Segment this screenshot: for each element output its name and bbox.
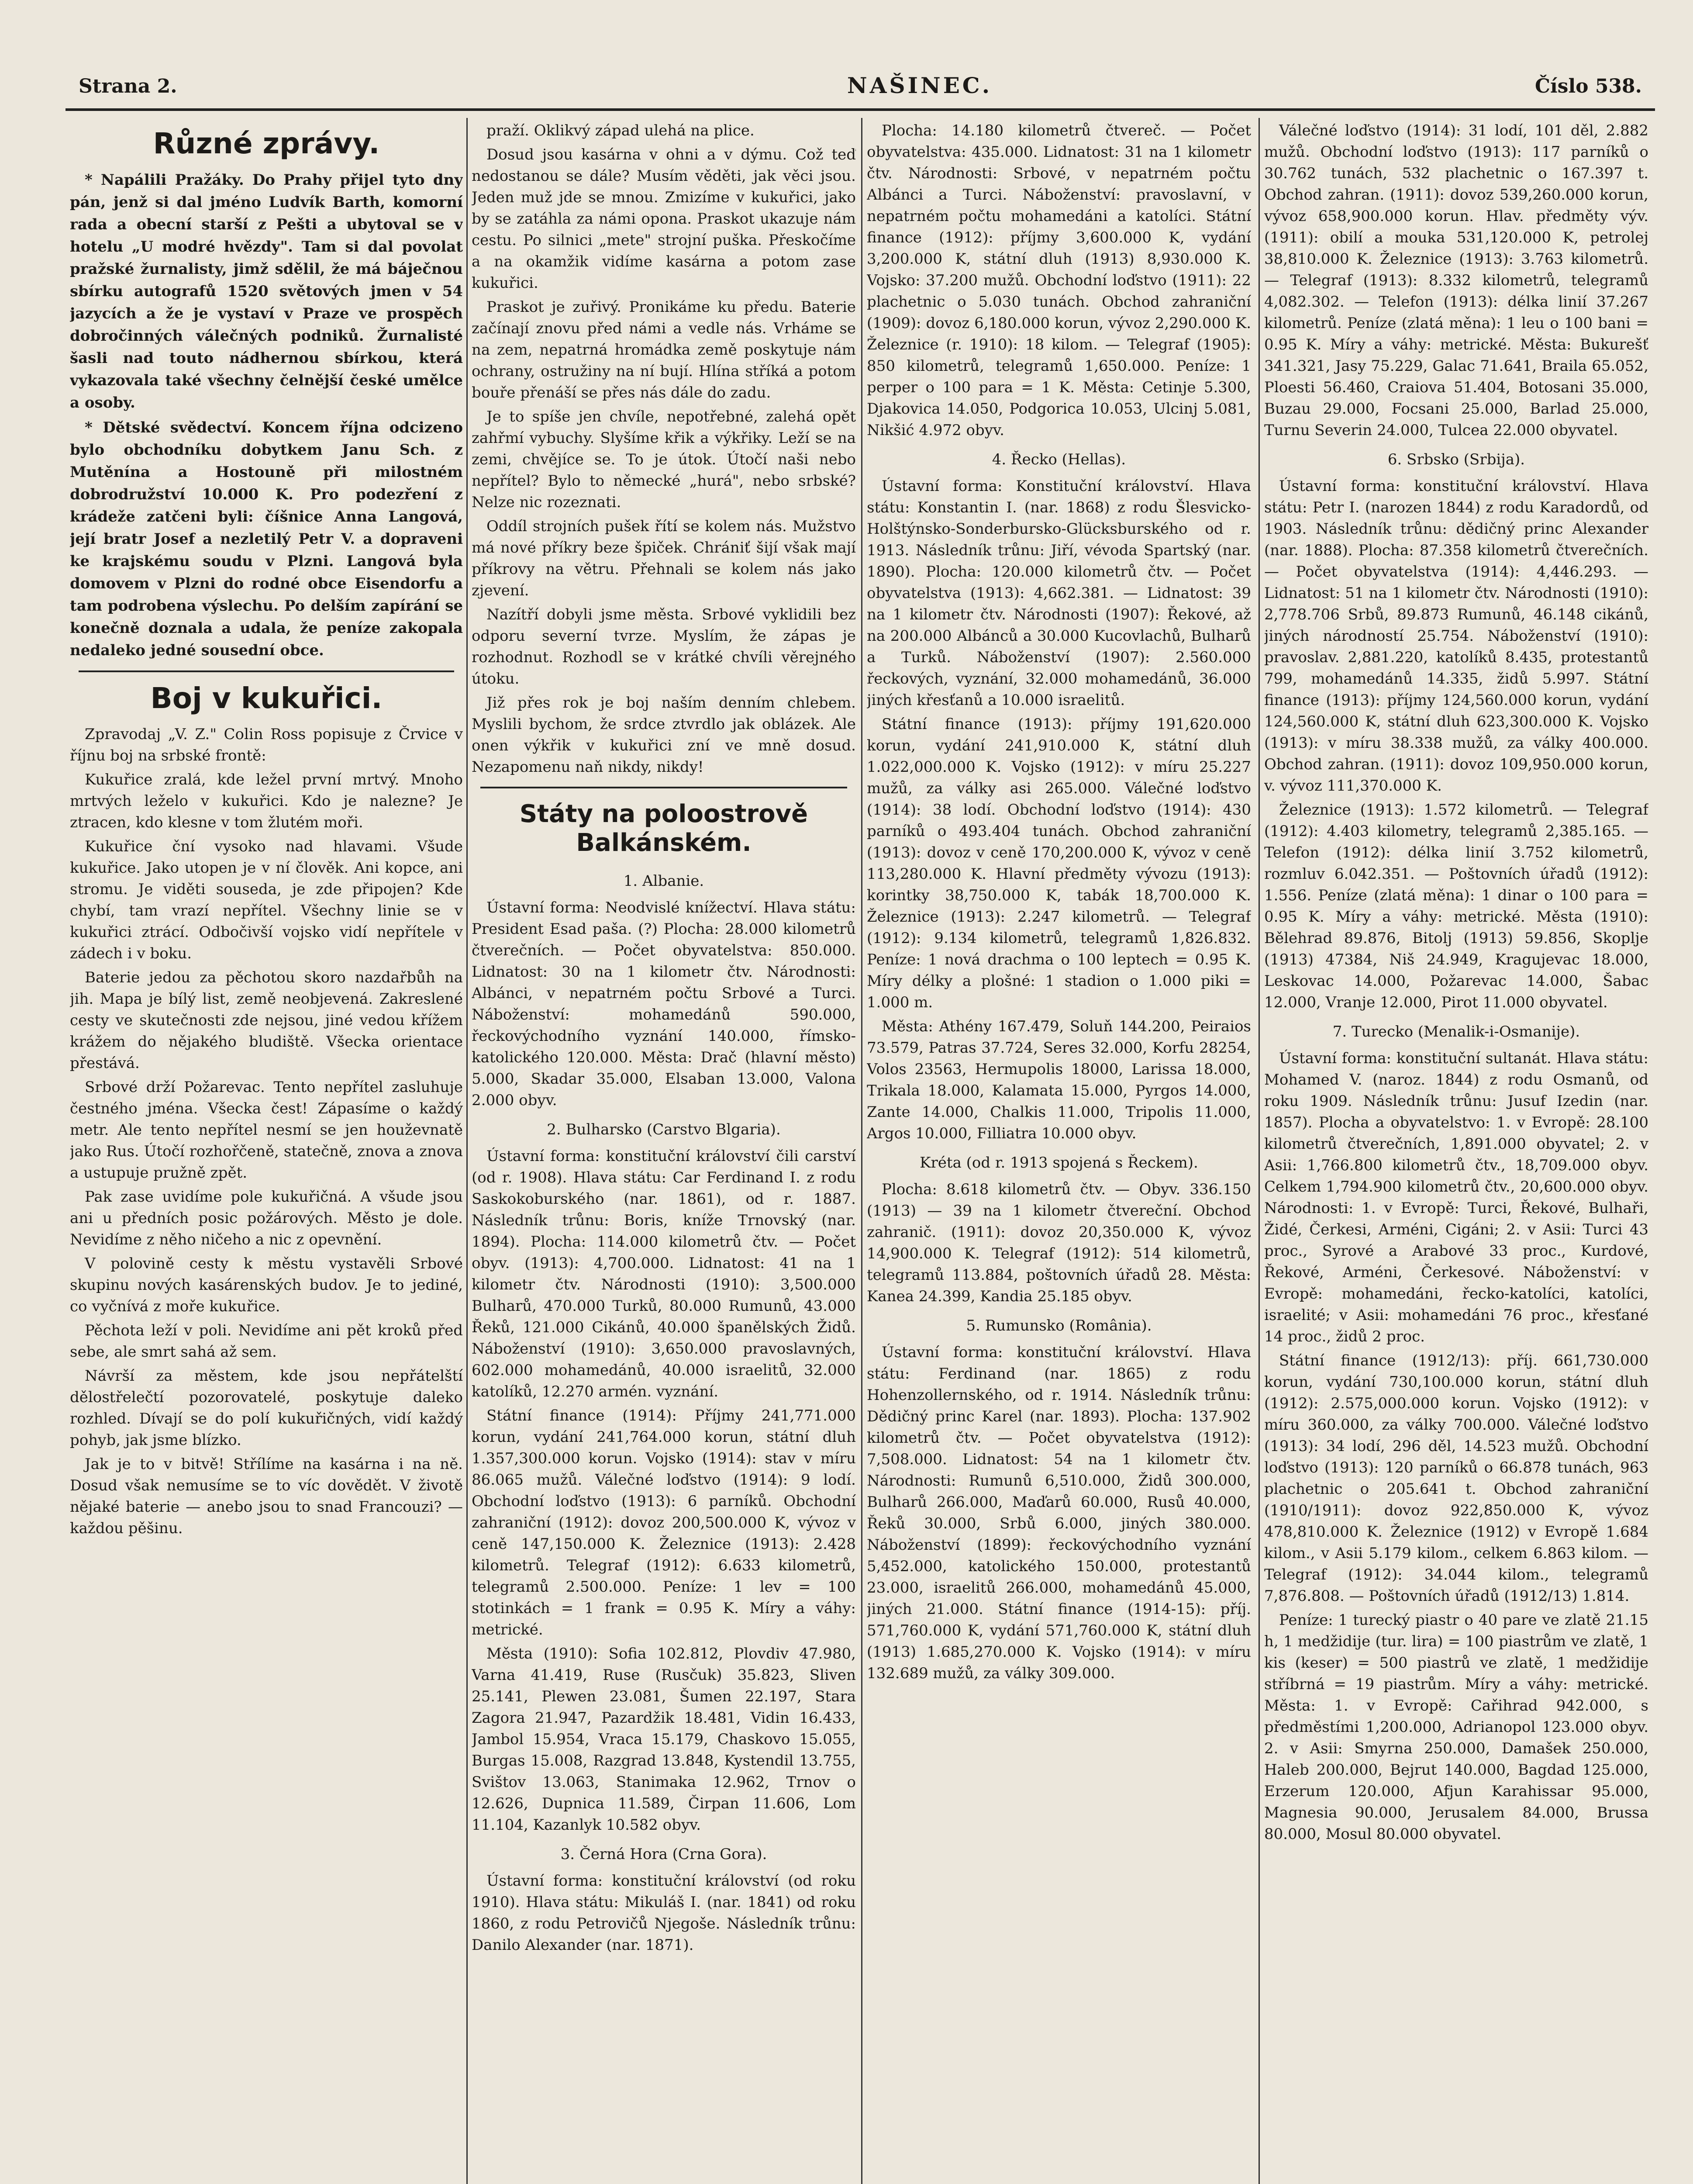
issue-number: Číslo 538. — [1534, 75, 1642, 97]
article-paragraph: Železnice (1913): 1.572 kilometrů. — Telegraf (1912): 4.403 kilometry, telegramů 2,385.165. — Telefon (1912): délka linií 3.752 kilometrů, rozmluv 6.042.351. — Poštovních úřadů (1912): 1.556. Peníze (zlatá měna): 1 dinar o 100 para = 0.95 K. Míry a váhy: metrické. Města (1910): Bělehrad 89.876, Bitolj (1913) 59.856, Skoplje (1913) 47384, Niš 24.949, Kragujevac 18.000, Leskovac 14.000, Požarevac 14.000, Šabac 12.000, Vranje 12.000, Pirot 11.000 obyvatel. — [1264, 801, 1648, 1011]
article-paragraph: Ústavní forma: konstituční sultanát. Hlava státu: Mohamed V. (naroz. 1844) z rodu Osmanů, od roku 1909. Následník trůnu: Jusuf Izedin (nar. 1857). Plocha a obyvatelstvo: 1. v Evropě: 28.100 kilometrů čtverečních, 1,891.000 obyvatel; 2. v Asii: 1,766.800 kilometrů čtv., 18,709.000 obyv. Celkem 1,794.900 kilometrů čtv., 20,600.000 obyv. Národnosti: 1. v Evropě: Turci, Řekové, Bulhaři, Židé, Čerkesi, Arméni, Cigáni; 2. v Asii: Turci 43 proc., Syrové a Arabové 33 proc., Kurdové, Řekové, Arméni, Čerkesové. Náboženství: v Evropě: mohamedáni, řecko-katolíci, katolíci, israelité; v Asii: mohamedáni 76 proc., křesťané 14 proc., židů 2 proc. — [1264, 1050, 1648, 1345]
subheading-cerna-hora: 3. Černá Hora (Crna Gora). — [560, 1845, 767, 1863]
article-paragraph: Baterie jedou za pěchotou skoro nazdařbůh na jih. Mapa je bílý list, země neobjevená. Zakreslené cesty ve skutečnosti zde nejsou, jiné vedou křížem krážem do nějakého bludiště. Všecka orientace přestává. — [70, 969, 463, 1072]
header-rule — [66, 108, 1655, 111]
article-paragraph: Kukuřice zralá, kde ležel první mrtvý. Mnoho mrtvých leželo v kukuřici. Kdo je nalezne? Je ztracen, kdo klesne v tom žlutém moři. — [70, 771, 463, 831]
article-paragraph: V polovině cesty k městu vystavěli Srbové skupinu nových kasárenských budov. Je to jediné, co vyčnívá z moře kukuřice. — [70, 1255, 463, 1315]
column-4 — [1264, 120, 1648, 2184]
section-title-staty: Státy na poloostrově Balkánském. — [519, 800, 808, 857]
column-divider — [861, 118, 862, 2184]
subheading-albanie: 1. Albanie. — [623, 872, 704, 890]
column-1 — [70, 120, 463, 2184]
article-paragraph: Válečné loďstvo (1914): 31 lodí, 101 děl, 2.882 mužů. Obchodní loďstvo (1913): 117 parníků o 30.762 tunách, 532 plachetnic o 167.397 t. Obchod zahran. (1911): dovoz 539,260.000 korun, vývoz 658,900.000 korun. Hlav. předměty výv. (1911): obilí a mouka 531,120.000 K, petrolej 38,810.000 K. Železnice (1913): 3.763 kilometrů. — Telegraf (1913): 8.332 kilometrů, telegramů 4,082.302. — Telefon (1913): délka linií 37.267 kilometrů. Peníze (zlatá měna): 1 leu o 100 bani = 0.95 K. Míry a váhy: metrické. Města: Bukurešť 341.321, Jasy 75.229, Galac 71.641, Braila 65.052, Ploesti 56.460, Craiova 51.404, Botosani 35.000, Buzau 29.000, Focsani 25.000, Barlad 25.000, Turnu Severin 24.000, Tulcea 22.000 obyvatel. — [1264, 122, 1648, 439]
article-paragraph: Státní finance (1914): Příjmy 241,771.000 korun, vydání 241,764.000 korun, státní dluh 1.357,300.000 korun. Vojsko (1914): stav v míru 86.065 mužů. Válečné loďstvo (1914): 9 lodí. Obchodní loďstvo (1913): 6 parníků. Obchodní zahraniční (1912): dovoz 200,500.000 K, vývoz v ceně 147,150.000 K. Železnice (1913): 2.428 kilometrů. Telegraf (1912): 6.633 kilometrů, telegramů 2.500.000. Peníze: 1 lev = 100 stotinkách = 1 frank = 0.95 K. Míry a váhy: metrické. — [472, 1407, 856, 1638]
article-paragraph: praží. Oklikvý západ ulehá na plice. — [486, 122, 755, 139]
section-title-boj: Boj v kukuřici. — [150, 681, 383, 715]
masthead: NAŠINEC. — [847, 73, 993, 98]
article-paragraph: Ústavní forma: konstituční království. Hlava státu: Petr I. (narozen 1844) z rodu Karadordů, od 1903. Následník trůnu: dědičný princ Alexander (nar. 1888). Plocha: 87.358 kilometrů čtverečních. — Počet obyvatelstva (1914): 4,446.293. — Lidnatost: 51 na 1 kilometr čtv. Národnosti (1910): 2,778.706 Srbů, 89.873 Rumunů, 46.148 cikánů, jiných národností 25.754. Náboženství (1910): pravoslav. 2,881.220, katolíků 8.435, protestantů 799, mohamedánů 14.335, židů 5.997. Státní finance (1913): příjmy 124,560.000 korun, vydání 124,560.000 K, státní dluh 623,300.000 K. Vojsko (1913): v míru 38.338 mužů, za války 400.000. Obchod zahran. (1911): dovoz 109,950.000 korun, v. vývoz 111,370.000 K. — [1264, 477, 1648, 795]
column-2 — [472, 120, 856, 2184]
article-paragraph: Plocha: 8.618 kilometrů čtv. — Obyv. 336.150 (1913) — 39 na 1 kilometr čtvereční. Obchod zahranič. (1911): dovoz 20,350.000 K, vývoz 14,900.000 K. Telegraf (1912): 514 kilometrů, telegramů 113.884, poštovních úřadů 28. Města: Kanea 24.399, Kandia 25.185 obyv. — [867, 1181, 1251, 1305]
article-paragraph: Města (1910): Sofia 102.812, Plovdiv 47.980, Varna 41.419, Ruse (Rusčuk) 35.823, Sliven 25.141, Plewen 23.081, Šumen 22.197, Stara Zagora 21.947, Pazardžik 18.481, Vidin 16.433, Jambol 15.954, Vraca 15.179, Chaskovo 15.055, Burgas 15.008, Razgrad 13.848, Kystendil 13.755, Svištov 13.063, Stanimaka 12.962, Trnov o 12.626, Dupnica 11.589, Čirpan 11.606, Lom 11.104, Kazanlyk 10.582 obyv. — [472, 1645, 856, 1834]
article-paragraph: Ústavní forma: konstituční království (od roku 1910). Hlava státu: Mikuláš I. (nar. 1841) od roku 1860, z rodu Petrovičů Njegoše. Následník trůnu: Danilo Alexander (nar. 1871). — [472, 1872, 856, 1954]
article-paragraph: Praskot je zuřivý. Pronikáme ku předu. Baterie začínají znovu před námi a vedle nás. Vrháme se na zem, nepatrná hromádka země poskytuje nám ochrany, ostružiny na ní bují. Hlína stříká a potom bouře přenáší se přes nás dále do zadu. — [472, 298, 856, 401]
article-paragraph: Státní finance (1913): příjmy 191,620.000 korun, vydání 241,910.000 K, státní dluh 1.022,000.000 K. Vojsko (1912): v míru 25.227 mužů, za války asi 265.000. Válečné loďstvo (1914): 38 lodí. Obchodní loďstvo (1914): 430 parníků o 493.404 tunách. Obchod zahraniční (1913): dovoz v ceně 170,200.000 K, vývoz v ceně 113,280.000 K. Hlavní předměty vývozu (1913): korintky 38,750.000 K, tabák 18,700.000 K. Železnice (1913): 2.247 kilometrů. — Telegraf (1912): 9.134 kilometrů, telegramů 1,826.832. Peníze: 1 nová drachma o 100 leptech = 0.95 K. Míry délky a plošné: 1 stadion o 1.000 piki = 1.000 m. — [867, 715, 1251, 1011]
article-paragraph: Již přes rok je boj naším denním chlebem. Myslili bychom, že srdce ztvrdlo jak oblázek. Ale onen výkřik v kukuřici zní ve mně dosud. Nezapomenu naň nikdy, nikdy! — [472, 694, 856, 776]
article-paragraph: Dosud jsou kasárna v ohni a v dýmu. Což teď nedostanou se dále? Musím věděti, jak věci jsou. Jeden muž jde se mnou. Zmizíme v kukuřici, jako by se zatáhla za námi opona. Praskot ukazuje nám cestu. Po silnici „mete" strojní puška. Přeskočíme a na okamžik vidíme kasárna a potom zase kukuřici. — [472, 146, 856, 292]
article-paragraph: Srbové drží Požarevac. Tento nepřítel zasluhuje čestného jména. Všecka čest! Zápasíme o každý metr. Ale tento nepřítel nesmí se jen houževnatě jako Rus. Útočí rozhořčeně, statečně, znova a znova a ustupuje pružně zpět. — [70, 1078, 463, 1182]
column-3 — [867, 120, 1251, 2184]
article-paragraph: Ústavní forma: Konstituční království. Hlava státu: Konstantin I. (nar. 1868) z rodu Šlesvicko-Holštýnsko-Sonderbursko-Glücksburského od r. 1913. Následník trůnu: Jiří, vévoda Spartský (nar. 1890). Plocha: 120.000 kilometrů čtv. — Počet obyvatelstva (1913): 4,662.381. — Lidnatost: 39 na 1 kilometr čtv. Národnosti (1907): Řekové, až na 200.000 Albánců a 30.000 Kucovlachů, Bulharů a Turků. Náboženství (1907): 2.560.000 řeckových, vyznání, 32.000 mohamedánů, 36.000 jiných křesťanů a 10.000 israelitů. — [867, 477, 1251, 709]
article-paragraph: Oddíl strojních pušek řítí se kolem nás. Mužstvo má nové příkry beze špiček. Chrániť šijí však mají příkrovy na větru. Přehnali se kolem nás jako zjevení. — [472, 518, 856, 599]
section-divider — [480, 787, 847, 788]
article-paragraph: Zpravodaj „V. Z." Colin Ross popisuje z Črvice v říjnu boj na srbské frontě: — [70, 726, 463, 764]
article-paragraph: Pěchota leží v poli. Nevidíme ani pět kroků před sebe, ale smrt sahá až sem. — [70, 1322, 463, 1361]
subheading-turecko: 7. Turecko (Menalik-i-Osmanije). — [1332, 1023, 1580, 1040]
article-paragraph: Ústavní forma: konstituční království. Hlava státu: Ferdinand (nar. 1865) z rodu Hohenzollernského, od r. 1914. Následník trůnu: Dědičný princ Karel (nar. 1893). Plocha: 137.902 kilometrů čtv. — Počet obyvatelstva (1912): 7,508.000. Lidnatost: 54 na 1 kilometr čtv. Národnosti: Rumunů 6,510.000, Židů 300.000, Bulharů 266.000, Maďarů 60.000, Rusů 40.000, Řeků 30.000, Srbů 6.000, jiných 380.000. Náboženství (1899): řeckovýchodního vyznání 5,452.000, katolického 150.000, protestantů 23.000, israelitů 266.000, mohamedánů 45.000, jiných 21.000. Státní finance (1914-15): příj. 571,760.000 K, vydání 571,760.000 K, státní dluh (1913) 1.685,270.000 K. Vojsko (1914): v míru 132.689 mužů, za války 309.000. — [867, 1344, 1251, 1682]
article-paragraph: Jak je to v bitvě! Střílíme na kasárna i na ně. Dosud však nemusíme se to víc dovědět. V životě nějaké baterie — anebo jsou to snad Francouzi? — každou pěšinu. — [70, 1455, 463, 1537]
subheading-recko: 4. Řecko (Hellas). — [992, 451, 1126, 468]
article-paragraph: Nazítří dobyli jsme města. Srbové vyklidili bez odporu severní tvrze. Myslím, že zápas je rozhodnut. Rozhodl se v krátké chvíli věrejného útoku. — [472, 606, 856, 688]
article-paragraph: Kukuřice ční vysoko nad hlavami. Všude kukuřice. Jako utopen je v ní člověk. Ani kopce, ani stromu. Je viděti souseda, je zde připojen? Kde chybí, tam vrazí nepřítel. Všechny linie se v kukuřici ztrácí. Odbočivší vojsko vidí nepřítele v zádech i v boku. — [70, 838, 463, 962]
article-paragraph: Peníze: 1 turecký piastr o 40 pare ve zlatě 21.15 h, 1 medžidije (tur. lira) = 100 piastrům ve zlatě, 1 kis (keser) = 500 piastrů ve zlatě, 1 medžidije stříbrná = 19 piastrům. Míry a váhy: metrické. Města: 1. v Evropě: Cařihrad 942.000, s předměstími 1,200.000, Adrianopol 123.000 obyv. 2. v Asii: Smyrna 250.000, Damašek 250.000, Haleb 200.000, Bejrut 140.000, Bagdad 125.000, Erzerum 120.000, Afjun Karahissar 95.000, Magnesia 90.000, Jerusalem 84.000, Brussa 80.000, Mosul 80.000 obyvatel. — [1264, 1611, 1648, 1843]
article-paragraph: Ústavní forma: konstituční království čili carství (od r. 1908). Hlava státu: Car Ferdinand I. z rodu Saskokoburského (nar. 1861), od r. 1887. Následník trůnu: Boris, kníže Trnovský (nar. 1894). Plocha: 114.000 kilometrů čtv. — Počet obyv. (1913): 4,700.000. Lidnatost: 41 na 1 kilometr čtv. Národnosti (1910): 3,500.000 Bulharů, 470.000 Turků, 80.000 Rumunů, 43.000 Řeků, 121.000 Cikánů, 40.000 španělských Židů. Náboženství (1910): 3,650.000 pravoslavných, 602.000 mohamedánů, 40.000 israelitů, 32.000 katolíků, 12.270 armén. vyznání. — [472, 1147, 856, 1400]
subheading-kreta: Kréta (od r. 1913 spojená s Řeckem). — [920, 1154, 1198, 1171]
article-paragraph: Je to spíše jen chvíle, nepotřebné, zalehá opět zahřmí vybuchy. Slyšíme křik a výkřiky. Leží se na zemi, chvějíce se. To je útok. Útočí naši nebo nepřítel? Bylo to německé „hurá", nebo srbské? Nelze nic rozeznati. — [472, 408, 856, 511]
article-paragraph: Pak zase uvidíme pole kukuřičná. A všude jsou ani u předních posic požárových. Město je dole. Nevidíme z něho ničeho a nic z opevnění. — [70, 1188, 463, 1248]
section-title-ruzne-zpravy: Různé zprávy. — [153, 127, 380, 160]
article-paragraph: Státní finance (1912/13): příj. 661,730.000 korun, vydání 730,100.000 korun, státní dluh (1912): 2.575,000.000 korun. Vojsko (1912): v míru 360.000, za války 700.000. Válečné loďstvo (1913): 34 lodí, 296 děl, 14.523 mužů. Obchodní loďstvo (1913): 120 parníků o 66.878 tunách, 963 plachetnic o 205.641 t. Obchod zahraniční (1910/1911): dovoz 922,850.000 K, vývoz 478,810.000 K. Železnice (1912) v Evropě 1.684 kilom., v Asii 5.179 kilom., celkem 6.863 kilom. — Telegraf (1912): 34.044 kilom., telegramů 7,876.808. — Poštovních úřadů (1912/13) 1.814. — [1264, 1352, 1648, 1605]
article-paragraph: Návrší za městem, kde jsou nepřátelští dělostřelečtí pozorovatelé, poskytuje daleko rozhled. Dívají se do polí kukuřičných, vidí každý pohyb, jak jsme blízko. — [70, 1367, 463, 1449]
subheading-srbsko: 6. Srbsko (Srbija). — [1387, 451, 1525, 468]
article-paragraph: * Dětské svědectví. Koncem října odcizeno bylo obchodníku dobytkem Janu Sch. z Mutěnína a Hostouně při milostném dobrodružství 10.000 K. Pro podezření z krádeže zatčeni byli: číšnice Anna Langová, její bratr Josef a nezletilý Petr V. a dopraveni ke krajskému soudu v Plzni. Langová byla domovem v Plzni do rodné obce Eisendorfu a tam podrobena výslechu. Po delším zapírání se konečně doznala a udala, že peníze zakopala nedaleko jedné sousední obce. — [70, 419, 463, 659]
section-divider — [79, 670, 454, 672]
subheading-bulharsko: 2. Bulharsko (Carstvo Blgaria). — [547, 1121, 781, 1138]
column-divider — [466, 118, 468, 2184]
article-paragraph: * Napálili Pražáky. Do Prahy přijel tyto dny pán, jenž si dal jméno Ludvík Barth, komorní rada a obecní starší z Pešti a ubytoval se v hotelu „U modré hvězdy". Tam si dal povolat pražské žurnalisty, jimž sdělil, že má báječnou sbírku autografů 1520 světových jmen v 54 jazycích a že je vystaví v Praze ve prospěch dobročinných válečných podniků. Žurnalisté šasli nad touto nádhernou sbírkou, která vykazovala také všechny čelnější české umělce a osoby. — [70, 171, 463, 411]
article-paragraph: Města: Athény 167.479, Soluň 144.200, Peiraios 73.579, Patras 37.724, Seres 32.000, Korfu 28254, Volos 23563, Hermupolis 18000, Larissa 18.000, Trikala 18.000, Kalamata 15.000, Pyrgos 14.000, Zante 14.000, Chalkis 11.000, Tripolis 11.000, Argos 10.000, Filliatra 10.000 obyv. — [867, 1018, 1251, 1142]
page-header — [61, 66, 1651, 100]
page-number: Strana 2. — [79, 75, 177, 97]
article-paragraph: Plocha: 14.180 kilometrů čtvereč. — Počet obyvatelstva: 435.000. Lidnatost: 31 na 1 kilometr čtv. Národnosti: Srbové, v nepatrném počtu Albánci a Turci. Náboženství: pravoslavní, v nepatrném počtu mohamedáni a katolíci. Státní finance (1912): příjmy 3,600.000 K, vydání 3,200.000 K, státní dluh (1913) 8,930.000 K. Vojsko: 37.200 mužů. Obchodní loďstvo (1911): 22 plachetnic o 5.030 tunách. Obchod zahraniční (1909): dovoz 6,180.000 korun, vývoz 2,290.000 K. Železnice (r. 1910): 18 kilom. — Telegraf (1905): 850 kilometrů, telegramů 1,650.000. Peníze: 1 perper o 100 para = 1 K. Města: Cetinje 5.300, Djakovica 14.050, Podgorica 10.053, Ulcinj 5.081, Nikšić 4.972 obyv. — [867, 122, 1251, 439]
column-divider — [1259, 118, 1260, 2184]
subheading-rumunsko: 5. Rumunsko (România). — [966, 1317, 1152, 1334]
article-paragraph: Ústavní forma: Neodvislé knížectví. Hlava státu: President Esad paša. (?) Plocha: 28.000 kilometrů čtverečních. — Počet obyvatelstva: 850.000. Lidnatost: 30 na 1 kilometr čtv. Národnosti: Albánci, v nepatrném počtu Srbové a Turci. Náboženství: mohamedánů 590.000, řeckovýchodního vyznání 140.000, římsko-katolického 120.000. Města: Drač (hlavní město) 5.000, Skadar 35.000, Elsaban 13.000, Valona 2.000 obyv. — [472, 899, 856, 1109]
